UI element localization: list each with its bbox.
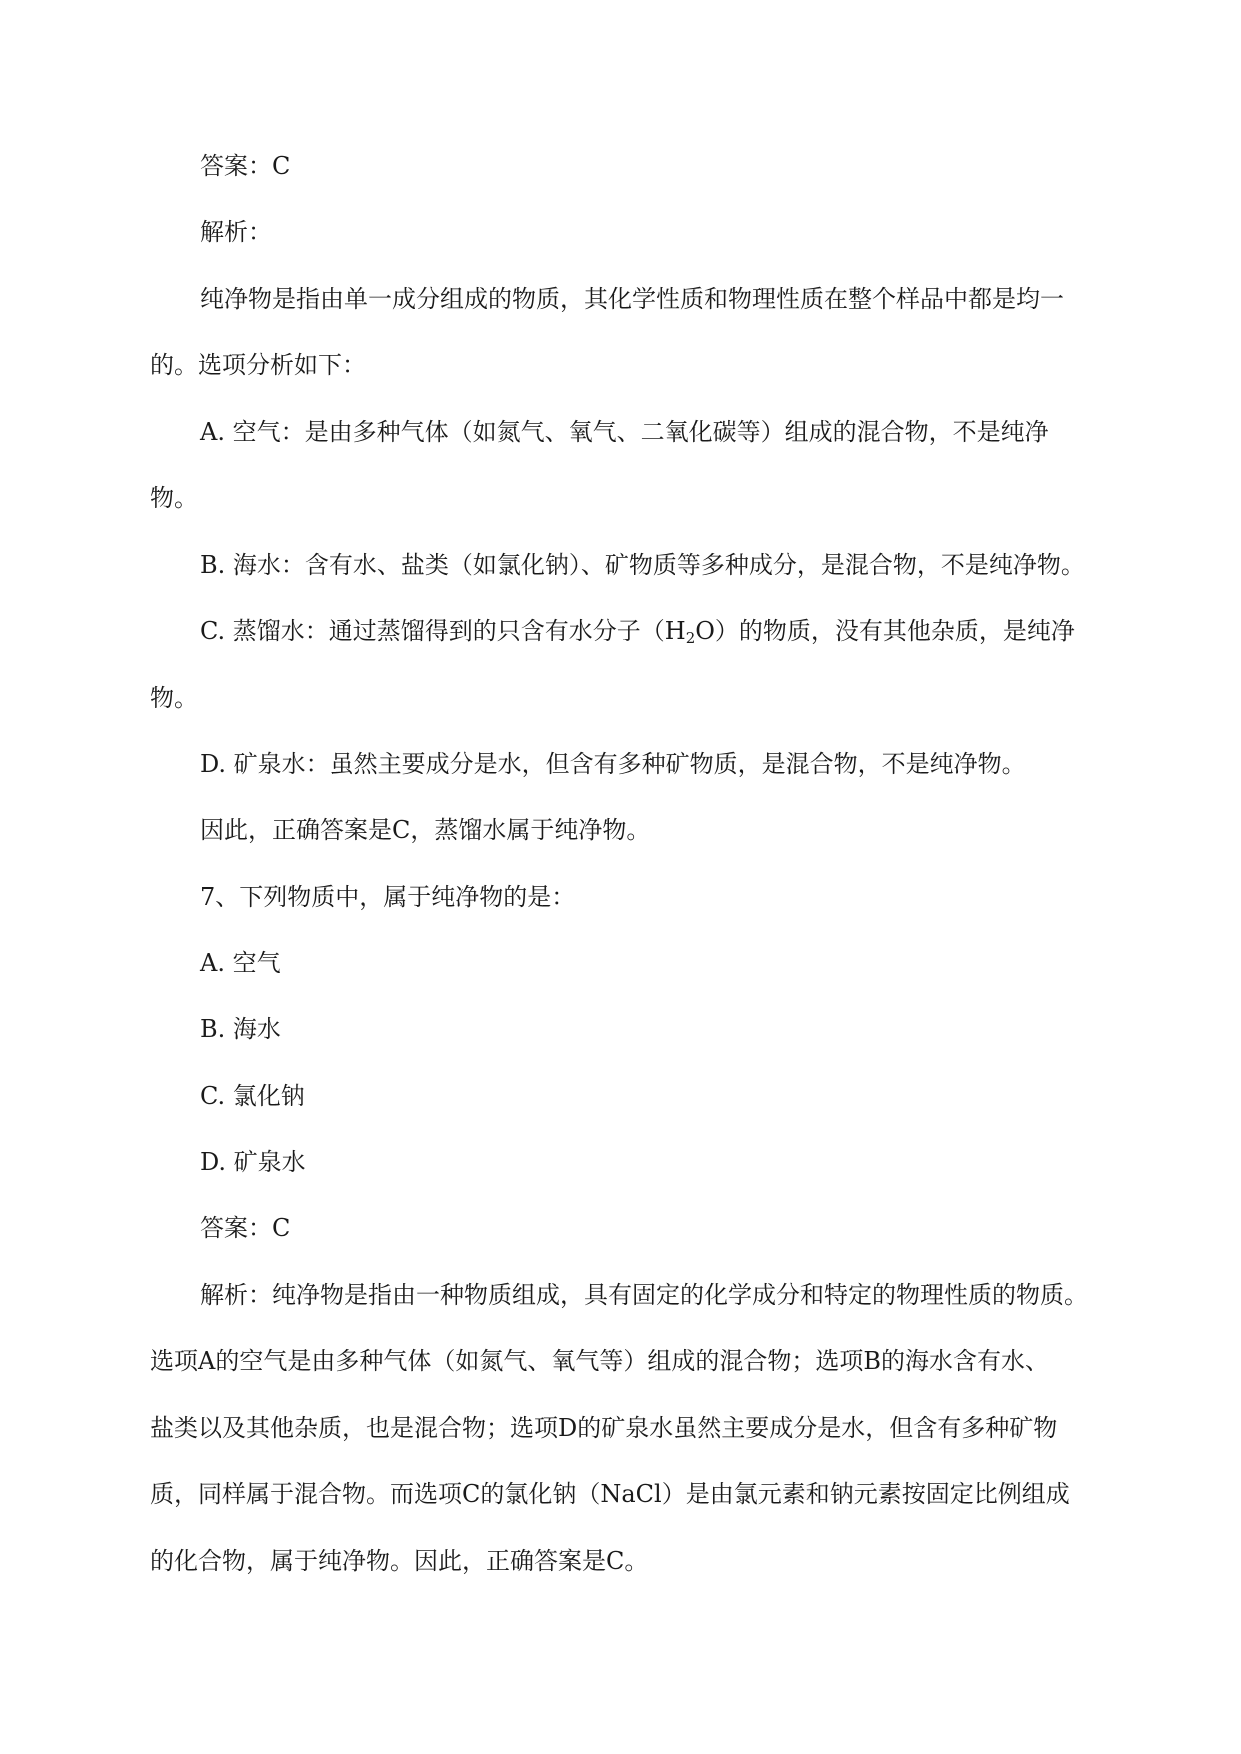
analysis-paragraph-line: 解析：纯净物是指由一种物质组成，具有固定的化学成分和特定的物理性质的物质。 bbox=[200, 1281, 1088, 1309]
question-option-d: D. 矿泉水 bbox=[200, 1148, 306, 1176]
analysis-paragraph-line: 盐类以及其他杂质，也是混合物；选项D的矿泉水虽然主要成分是水，但含有多种矿物 bbox=[150, 1414, 1058, 1442]
answer-line: 答案：C bbox=[200, 1214, 291, 1242]
option-d-line: D. 矿泉水：虽然主要成分是水，但含有多种矿物质，是混合物，不是纯净物。 bbox=[200, 750, 1026, 778]
option-c-line bbox=[200, 615, 1075, 647]
question-option-a: A. 空气 bbox=[200, 949, 281, 977]
conclusion-line: 因此，正确答案是C，蒸馏水属于纯净物。 bbox=[200, 816, 651, 844]
answer-line: 答案：C bbox=[200, 152, 291, 180]
option-c-text: C. 蒸馏水：通过蒸馏得到的只含有水分子（H bbox=[200, 617, 686, 645]
paragraph-line: 纯净物是指由单一成分组成的物质，其化学性质和物理性质在整个样品中都是均一 bbox=[200, 285, 1064, 313]
paragraph-line: 的。选项分析如下： bbox=[150, 351, 366, 379]
analysis-paragraph-line: 的化合物，属于纯净物。因此，正确答案是C。 bbox=[150, 1547, 649, 1575]
analysis-paragraph-line: 质，同样属于混合物。而选项C的氯化钠（NaCl）是由氯元素和钠元素按固定比例组成 bbox=[150, 1480, 1070, 1508]
option-a-line: A. 空气：是由多种气体（如氮气、氧气、二氧化碳等）组成的混合物，不是纯净 bbox=[200, 418, 1049, 446]
subscript-two: 2 bbox=[685, 629, 696, 647]
option-c-text: O）的物质，没有其他杂质，是纯净 bbox=[695, 617, 1075, 645]
option-a-line: 物。 bbox=[150, 484, 198, 512]
analysis-paragraph-line: 选项A的空气是由多种气体（如氮气、氧气等）组成的混合物；选项B的海水含有水、 bbox=[150, 1347, 1049, 1375]
question-option-b: B. 海水 bbox=[200, 1015, 281, 1043]
question-7: 7、下列物质中，属于纯净物的是： bbox=[200, 883, 576, 911]
option-c-line: 物。 bbox=[150, 684, 198, 712]
analysis-label: 解析： bbox=[200, 218, 272, 246]
option-b-line: B. 海水：含有水、盐类（如氯化钠）、矿物质等多种成分，是混合物，不是纯净物。 bbox=[200, 551, 1085, 579]
question-option-c: C. 氯化钠 bbox=[200, 1082, 305, 1110]
